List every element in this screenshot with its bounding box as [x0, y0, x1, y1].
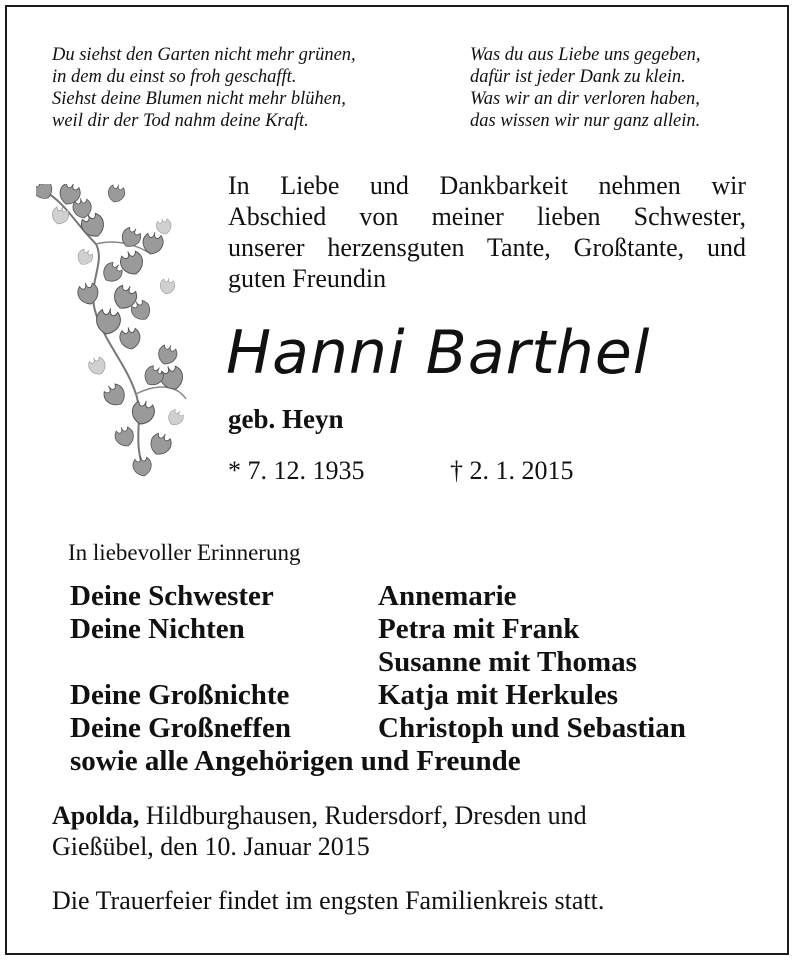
- poem-line: Was du aus Liebe uns gegeben,: [470, 45, 701, 65]
- mourner-relation: Deine Schwester: [70, 580, 274, 612]
- intro-line: unserer herzensguten Tante, Großtante, und: [228, 233, 746, 262]
- death-date: † 2. 1. 2015: [450, 456, 574, 485]
- intro-line: guten Freundin: [228, 264, 387, 293]
- closing-mourners: sowie alle Angehörigen und Freunde: [70, 745, 521, 777]
- place-others: Hildburghausen, Rudersdorf, Dresden und: [139, 801, 587, 830]
- mourner-names: Susanne mit Thomas: [378, 646, 637, 678]
- remembrance-heading: In liebevoller Erinnerung: [68, 540, 301, 565]
- mourner-row: [70, 679, 619, 712]
- place-city: Apolda,: [52, 801, 140, 830]
- mourner-relation: Deine Großneffen: [70, 712, 291, 744]
- birth-name: geb. Heyn: [228, 404, 344, 434]
- mourner-names: Christoph und Sebastian: [378, 712, 686, 744]
- mourner-row: [70, 613, 580, 646]
- mourner-relation: Deine Nichten: [70, 613, 245, 645]
- deceased-name: Hanni Barthel: [226, 318, 651, 388]
- mourners-list: [70, 580, 686, 778]
- place-and-date: [52, 800, 712, 862]
- poem-line: dafür ist jeder Dank zu klein.: [470, 67, 686, 87]
- poem-line: das wissen wir nur ganz allein.: [470, 111, 701, 131]
- poem-line: Was wir an dir verloren haben,: [470, 89, 700, 109]
- intro-line: In Liebe und Dankbarkeit nehmen wir: [228, 171, 746, 200]
- poem-line: Siehst deine Blumen nicht mehr blühen,: [52, 89, 346, 109]
- intro-line: Abschied von meiner lieben Schwester,: [228, 202, 746, 231]
- poem-right: [470, 44, 770, 132]
- ivy-vine-icon: [36, 184, 196, 484]
- mourner-row: [70, 712, 686, 745]
- intro-text: [228, 170, 746, 294]
- mourner-names: Katja mit Herkules: [378, 679, 619, 711]
- funeral-note: Die Trauerfeier findet im engsten Familienkreis statt.: [52, 886, 605, 915]
- place-line: Gießübel, den 10. Januar 2015: [52, 832, 370, 861]
- mourner-names: Annemarie: [378, 580, 517, 612]
- poem-left: [52, 44, 432, 132]
- place-line: [52, 800, 712, 831]
- mourner-row: [70, 580, 521, 613]
- mourner-row: [70, 646, 637, 679]
- poem-line: Du siehst den Garten nicht mehr grünen,: [52, 45, 356, 65]
- birth-date: * 7. 12. 1935: [228, 456, 365, 485]
- mourner-relation: Deine Großnichte: [70, 679, 290, 711]
- mourner-names: Petra mit Frank: [378, 613, 580, 645]
- poem-line: weil dir der Tod nahm deine Kraft.: [52, 111, 309, 131]
- poem-line: in dem du einst so froh geschafft.: [52, 67, 297, 87]
